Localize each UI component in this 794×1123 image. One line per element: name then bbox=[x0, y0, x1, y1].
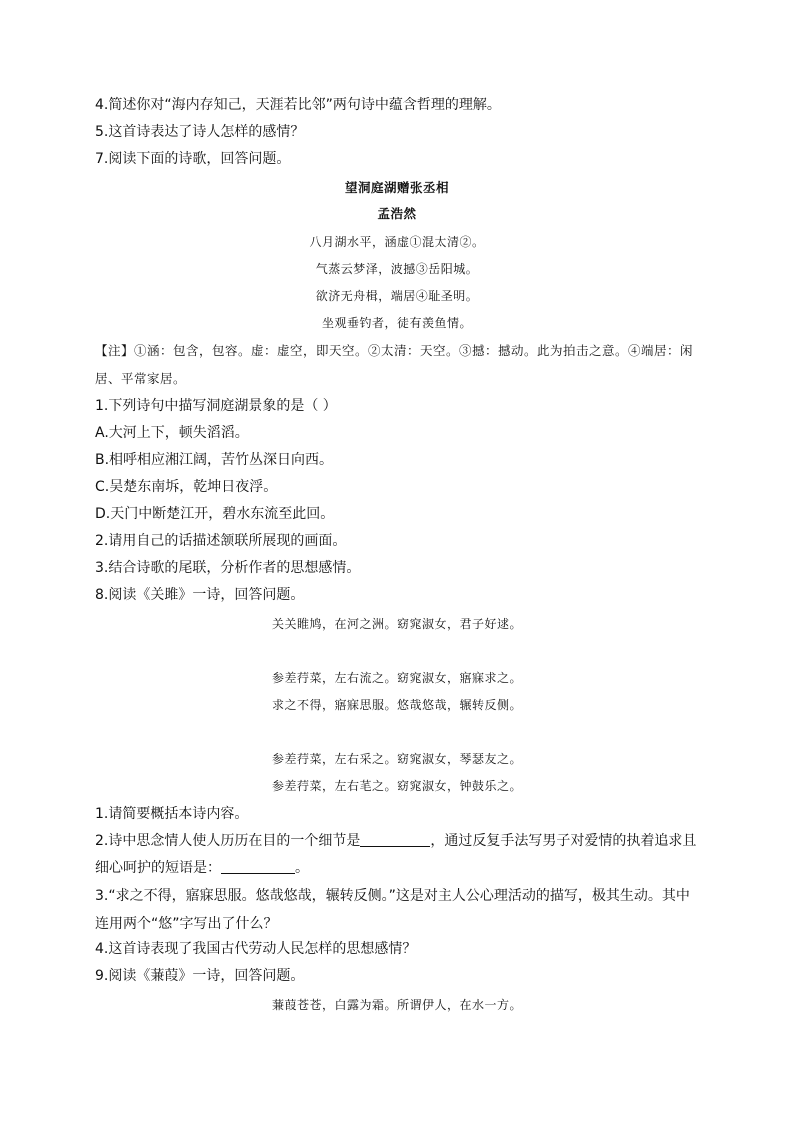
poem-line: 坐观垂钓者，徒有羡鱼情。 bbox=[321, 316, 472, 330]
q7-question-3: 3.结合诗歌的尾联，分析作者的思想感情。 bbox=[95, 560, 361, 576]
poem2-line: 参差荇菜，左右芼之。窈窕淑女，钟鼓乐之。 bbox=[271, 779, 522, 793]
poem-line: 欲济无舟楫，端居④耻圣明。 bbox=[315, 289, 479, 303]
question-5: 5.这首诗表达了诗人怎样的感情？ bbox=[95, 124, 305, 140]
poem2-line: 求之不得，寤寐思服。悠哉悠哉，辗转反侧。 bbox=[271, 698, 522, 712]
question-7-intro: 7.阅读下面的诗歌，回答问题。 bbox=[95, 151, 291, 167]
poem-line: 八月湖水平，涵虚①混太清②。 bbox=[309, 235, 485, 249]
answer-blank[interactable] bbox=[221, 859, 295, 874]
poem2-line: 参差荇菜，左右流之。窈窕淑女，寤寐求之。 bbox=[271, 671, 522, 685]
question-4: 4.简述你对“海内存知己，天涯若比邻”两句诗中蕴含哲理的理解。 bbox=[95, 97, 501, 113]
poem2-line: 参差荇菜，左右采之。窈窕淑女，琴瑟友之。 bbox=[271, 752, 522, 766]
q8-question-3: 3.“求之不得，寤寐思服。悠哉悠哉，辗转反侧。”这是对主人公心理活动的描写，极其生动。其中连用两个“悠”字写出了什么？ bbox=[95, 888, 690, 932]
q8-question-1: 1.请简要概括本诗内容。 bbox=[95, 806, 249, 822]
question-8-intro: 8.阅读《关雎》一诗，回答问题。 bbox=[95, 587, 305, 603]
poem3-line: 蒹葭苍苍，白露为霜。所谓伊人，在水一方。 bbox=[271, 998, 522, 1012]
poem-line: 气蒸云梦泽，波撼③岳阳城。 bbox=[315, 262, 479, 276]
q8-question-4: 4.这首诗表现了我国古代劳动人民怎样的思想感情？ bbox=[95, 941, 417, 957]
option-c: C.吴楚东南坼，乾坤日夜浮。 bbox=[95, 479, 278, 495]
poem2-line: 关关睢鸠，在河之洲。窈窕淑女，君子好逑。 bbox=[271, 617, 522, 631]
answer-blank[interactable] bbox=[360, 832, 430, 847]
q7-question-2: 2.请用自己的话描述颔联所展现的画面。 bbox=[95, 533, 347, 549]
option-b: B.相呼相应湘江阔，苦竹丛深日向西。 bbox=[95, 452, 334, 468]
q8-question-2-cont: 细心呵护的短语是： 。 bbox=[95, 860, 309, 876]
option-a: A.大河上下，顿失滔滔。 bbox=[95, 425, 249, 441]
q7-question-1: 1.下列诗句中描写洞庭湖景象的是（ ） bbox=[95, 398, 337, 414]
q8-question-2: 2.诗中思念情人使人历历在目的一个细节是 ，通过反复手法写男子对爱情的执着追求且 bbox=[95, 833, 697, 849]
poem-note: 【注】①涵：包含，包容。虚：虚空，即天空。②太清：天空。③撼：撼动。此为拍击之意。④端居：闲居、平常家居。 bbox=[95, 343, 694, 386]
poem-title: 望洞庭湖赠张丞相 bbox=[344, 180, 449, 195]
question-9-intro: 9.阅读《蒹葭》一诗，回答问题。 bbox=[95, 968, 305, 984]
option-d: D.天门中断楚江开，碧水东流至此回。 bbox=[95, 506, 335, 522]
poem-author: 孟浩然 bbox=[377, 206, 417, 221]
